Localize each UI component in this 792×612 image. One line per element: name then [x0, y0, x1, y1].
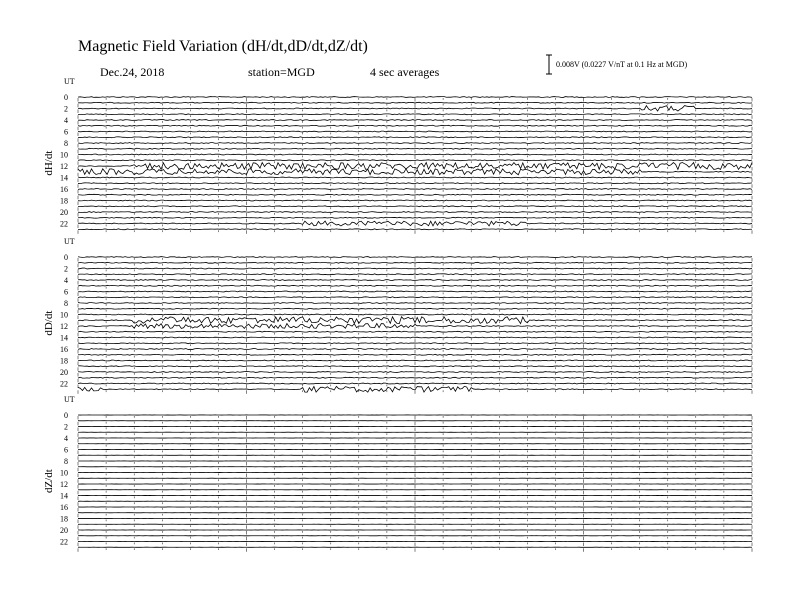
trace-line: [78, 189, 752, 190]
hour-label: 22: [60, 379, 68, 389]
hour-label: 12: [60, 480, 68, 489]
date-label: Dec.24, 2018: [100, 65, 165, 79]
hour-label: 4: [64, 434, 68, 443]
trace-line: [78, 360, 752, 361]
trace-line: [78, 148, 752, 149]
trace-line: [78, 114, 752, 115]
scale-bar-label: 0.008V (0.0227 V/nT at 0.1 Hz at MGD): [556, 60, 688, 69]
ut-axis-label: UT: [64, 77, 75, 86]
panel-ylabel-dhdt: dH/dt: [43, 150, 55, 176]
trace-line: [78, 331, 752, 332]
ut-axis-label: UT: [64, 395, 75, 404]
hour-label: 2: [64, 264, 68, 274]
hour-label: 10: [60, 150, 68, 160]
hour-label: 14: [60, 173, 68, 183]
trace-line: [78, 102, 752, 103]
trace-line: [78, 154, 752, 155]
trace-line: [78, 297, 752, 298]
hour-label: 20: [60, 208, 68, 217]
hour-label: 16: [60, 185, 68, 194]
trace-line: [78, 377, 752, 378]
trace-line: [78, 268, 752, 269]
hour-label: 0: [64, 253, 68, 262]
trace-line: [78, 366, 752, 367]
trace-line: [78, 280, 752, 281]
trace-line: [78, 120, 752, 121]
hour-label: 20: [60, 368, 68, 377]
trace-line: [78, 160, 752, 161]
trace-line: [78, 383, 752, 384]
trace-line: [78, 303, 752, 304]
trace-line: [78, 262, 752, 263]
trace-line: [78, 337, 752, 338]
hour-label: 12: [60, 322, 68, 331]
hour-label: 6: [64, 287, 68, 297]
hour-label: 8: [64, 139, 68, 148]
trace-line: [78, 257, 752, 258]
trace-line: [78, 97, 752, 98]
trace-line: [78, 285, 752, 286]
hour-label: 8: [64, 299, 68, 308]
trace-line: [78, 308, 752, 309]
trace-line: [78, 125, 752, 126]
hour-label: 4: [64, 116, 68, 125]
trace-line: [78, 200, 752, 201]
hour-label: 14: [60, 491, 68, 501]
panel-ylabel-dzdt: dZ/dt: [43, 469, 55, 494]
trace-line: [78, 354, 752, 355]
hour-label: 10: [60, 468, 68, 478]
hour-label: 8: [64, 457, 68, 466]
trace-line: [78, 206, 752, 207]
trace-line: [78, 183, 752, 184]
trace-line: [78, 217, 752, 218]
trace-line: [78, 314, 752, 315]
station-label: station=MGD: [248, 65, 315, 79]
trace-line: [78, 143, 752, 144]
hour-label: 14: [60, 333, 68, 343]
panel-ylabel-dddt: dD/dt: [43, 310, 55, 336]
hour-label: 0: [64, 93, 68, 102]
hour-label: 18: [60, 514, 68, 524]
hour-label: 10: [60, 310, 68, 320]
hour-label: 22: [60, 219, 68, 229]
trace-line: [78, 229, 752, 230]
trace-line: [78, 137, 752, 138]
trace-line: [78, 212, 752, 213]
trace-line: [78, 194, 752, 195]
trace-line: [78, 372, 752, 373]
hour-label: 18: [60, 356, 68, 366]
trace-line: [78, 343, 752, 344]
trace-line: [78, 131, 752, 132]
hour-label: 20: [60, 526, 68, 535]
trace-line: [78, 274, 752, 275]
trace-line: [78, 177, 752, 178]
averaging-label: 4 sec averages: [370, 65, 440, 79]
trace-line: [78, 291, 752, 292]
hour-label: 16: [60, 345, 68, 354]
hour-label: 6: [64, 127, 68, 137]
hour-label: 12: [60, 162, 68, 171]
chart-title: Magnetic Field Variation (dH/dt,dD/dt,dZ/dt): [78, 38, 368, 55]
hour-label: 4: [64, 276, 68, 285]
hour-label: 6: [64, 445, 68, 455]
hour-label: 2: [64, 422, 68, 432]
hour-label: 2: [64, 104, 68, 114]
hour-label: 18: [60, 196, 68, 206]
hour-label: 0: [64, 411, 68, 420]
trace-line: [78, 349, 752, 350]
ut-axis-label: UT: [64, 237, 75, 246]
hour-label: 16: [60, 503, 68, 512]
hour-label: 22: [60, 537, 68, 547]
